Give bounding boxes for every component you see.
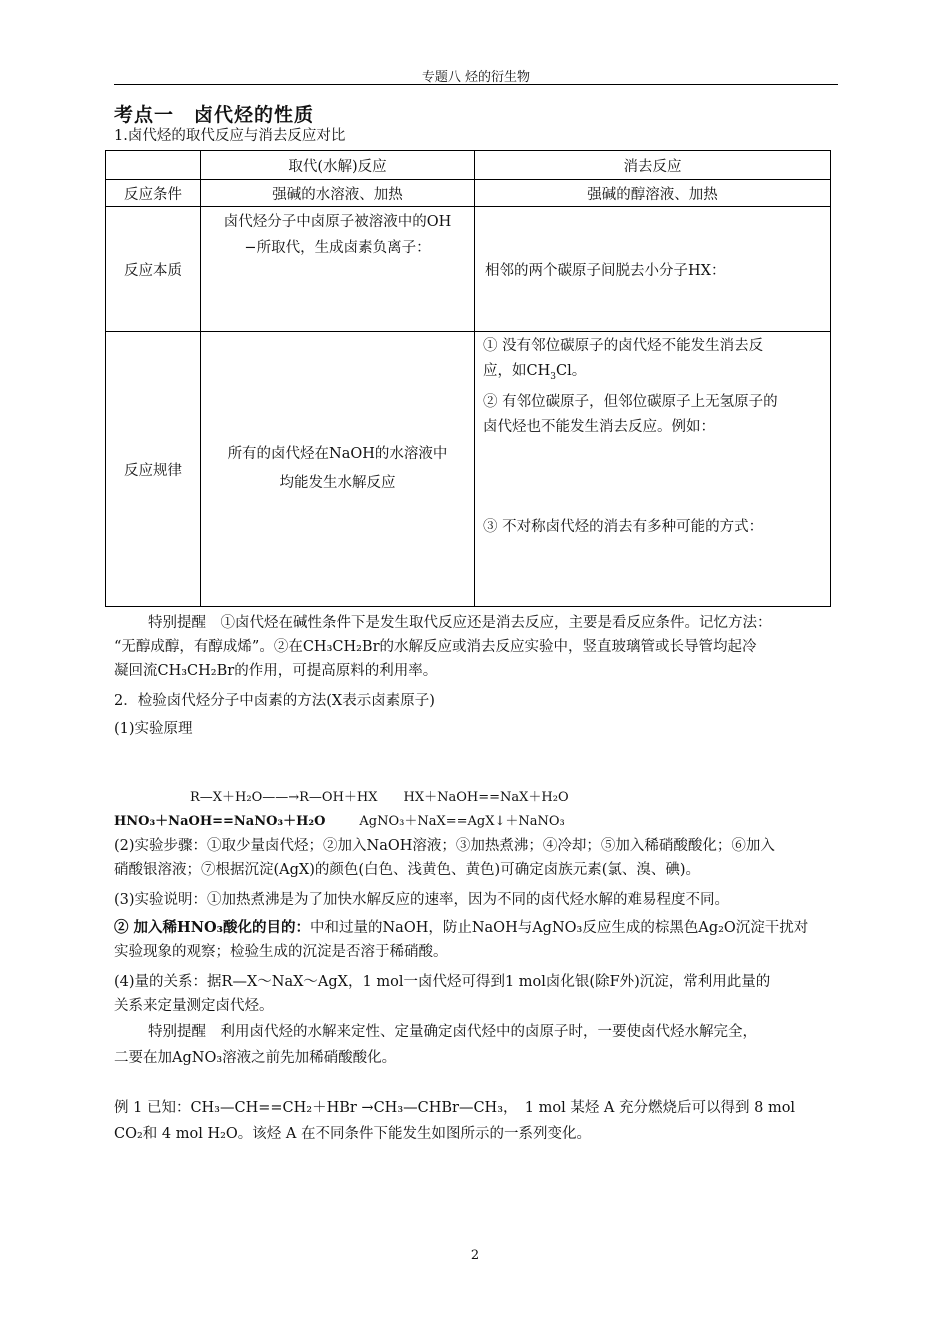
table-header-elimination: 消去反应 bbox=[475, 151, 831, 180]
subsection-1-title: 1.卤代烃的取代反应与消去反应对比 bbox=[114, 128, 346, 144]
rule-subst-line2: 均能发生水解反应 bbox=[279, 475, 396, 491]
example-1-line1: 例 1 已知：CH₃—CH==CH₂＋HBr →CH₃—CHBr—CH₃， 1 mol 某烃 A 充分燃烧后可以得到 8 mol bbox=[114, 1100, 796, 1116]
notes-paragraph bbox=[114, 888, 838, 964]
rule-elim-line2-b: Cl。 bbox=[555, 363, 587, 379]
tip-1-line2: “无醇成醇，有醇成烯”。②在CH₃CH₂Br的水解反应或消去反应实验中，竖直玻璃管或长导管均起冷 bbox=[114, 639, 757, 655]
rule-elim-line2-sub: 3 bbox=[550, 371, 556, 382]
tip-1-line1: 特别提醒 ①卤代烃在碱性条件下是发生取代反应还是消去反应，主要是看反应条件。记忆方法： bbox=[148, 615, 772, 631]
subsection-2-title: 2．检验卤代烃分子中卤素的方法(X表示卤素原子) bbox=[114, 693, 435, 709]
notes-line2-rest: 中和过量的NaOH，防止NaOH与AgNO₃反应生成的棕黑色Ag₂O沉淀干扰对 bbox=[309, 920, 809, 936]
table-header-blank bbox=[106, 151, 201, 180]
equation-neutralization bbox=[114, 812, 565, 832]
cell-condition-elimination: 强碱的醇溶液、加热 bbox=[475, 180, 831, 207]
quantity-line2: 关系来定量测定卤代烃。 bbox=[114, 998, 274, 1014]
notes-line2 bbox=[114, 916, 838, 940]
notes-line2-bold: ② 加入稀HNO₃酸化的目的： bbox=[114, 919, 310, 936]
row-label-condition: 反应条件 bbox=[106, 180, 201, 207]
cell-condition-substitution: 强碱的水溶液、加热 bbox=[201, 180, 475, 207]
steps-line2: 硝酸银溶液；⑦根据沉淀(AgX)的颜色(白色、浅黄色、黄色)可确定卤族元素(氯、溴、碘)。 bbox=[114, 862, 701, 878]
table-row-condition bbox=[106, 180, 831, 207]
cell-rule-substitution bbox=[201, 332, 475, 607]
essence-subst-line2: −所取代，生成卤素负离子： bbox=[244, 240, 431, 256]
tip-2-line2: 二要在加AgNO₃溶液之前先加稀硝酸酸化。 bbox=[114, 1050, 397, 1066]
rule-elim-line4: 卤代烃也不能发生消去反应。例如： bbox=[483, 418, 715, 435]
example-1-line2: CO₂和 4 mol H₂O。该烃 A 在不同条件下能发生如图所示的一系列变化。 bbox=[114, 1126, 591, 1142]
tip-1-line3: 凝回流CH₃CH₂Br的作用，可提高原料的利用率。 bbox=[114, 663, 438, 679]
steps-paragraph bbox=[114, 834, 838, 882]
tip-2 bbox=[114, 1019, 838, 1071]
row-label-rule: 反应规律 bbox=[106, 332, 201, 607]
table-header-row bbox=[106, 151, 831, 180]
equation-precipitation: AgNO₃＋NaX==AgX↓＋NaNO₃ bbox=[359, 814, 565, 829]
tip-1 bbox=[114, 611, 838, 683]
page-header: 专题八 烃的衍生物 bbox=[421, 70, 531, 85]
page-number: 2 bbox=[470, 1248, 480, 1263]
rule-elim-line2-a: 应，如CH bbox=[483, 363, 551, 379]
rule-elim-blank bbox=[483, 440, 824, 515]
quantity-paragraph bbox=[114, 970, 838, 1018]
header-rule bbox=[114, 84, 838, 85]
equation-hydrolysis: R—X＋H₂O——→R—OH＋HX HX＋NaOH==NaX＋H₂O bbox=[190, 790, 569, 805]
equation-neutralization-bold: HNO₃＋NaOH==NaNO₃＋H₂O bbox=[114, 814, 326, 829]
cell-essence-elimination: 相邻的两个碳原子间脱去小分子HX： bbox=[475, 207, 831, 332]
table-row-rule bbox=[106, 332, 831, 607]
quantity-line1: (4)量的关系：据R—X～NaX～AgX，1 mol一卤代烃可得到1 mol卤化银(除F外)沉淀，常利用此量的 bbox=[114, 974, 771, 990]
steps-line1: (2)实验步骤：①取少量卤代烃；②加入NaOH溶液；③加热煮沸；④冷却；⑤加入稀硝酸酸化；⑥加入 bbox=[114, 838, 775, 854]
rule-elim-line5: ③ 不对称卤代烃的消去有多种可能的方式： bbox=[483, 518, 764, 535]
essence-subst-line1: 卤代烃分子中卤原子被溶液中的OH bbox=[223, 214, 452, 230]
rule-elim-line1: ① 没有邻位碳原子的卤代烃不能发生消去反 bbox=[483, 338, 764, 354]
rule-elim-line3: ② 有邻位碳原子，但邻位碳原子上无氢原子的 bbox=[483, 393, 778, 410]
rule-elim-line2 bbox=[483, 359, 824, 390]
cell-essence-substitution bbox=[201, 207, 475, 332]
comparison-table bbox=[105, 150, 831, 607]
subsection-2-1-title: (1)实验原理 bbox=[114, 721, 193, 737]
example-1 bbox=[114, 1095, 838, 1147]
rule-subst-line1: 所有的卤代烃在NaOH的水溶液中 bbox=[227, 446, 448, 462]
table-header-substitution: 取代(水解)反应 bbox=[201, 151, 475, 180]
tip-2-line1: 特别提醒 利用卤代烃的水解来定性、定量确定卤代烃中的卤原子时，一要使卤代烃水解完全， bbox=[148, 1024, 757, 1040]
table-row-essence bbox=[106, 207, 831, 332]
cell-rule-elimination bbox=[475, 332, 831, 607]
section-title: 考点一 卤代烃的性质 bbox=[114, 104, 315, 126]
notes-line1: (3)实验说明：①加热煮沸是为了加快水解反应的速率，因为不同的卤代烃水解的难易程度不同。 bbox=[114, 892, 730, 908]
notes-line3: 实验现象的观察；检验生成的沉淀是否溶于稀硝酸。 bbox=[114, 944, 448, 960]
row-label-essence: 反应本质 bbox=[106, 207, 201, 332]
